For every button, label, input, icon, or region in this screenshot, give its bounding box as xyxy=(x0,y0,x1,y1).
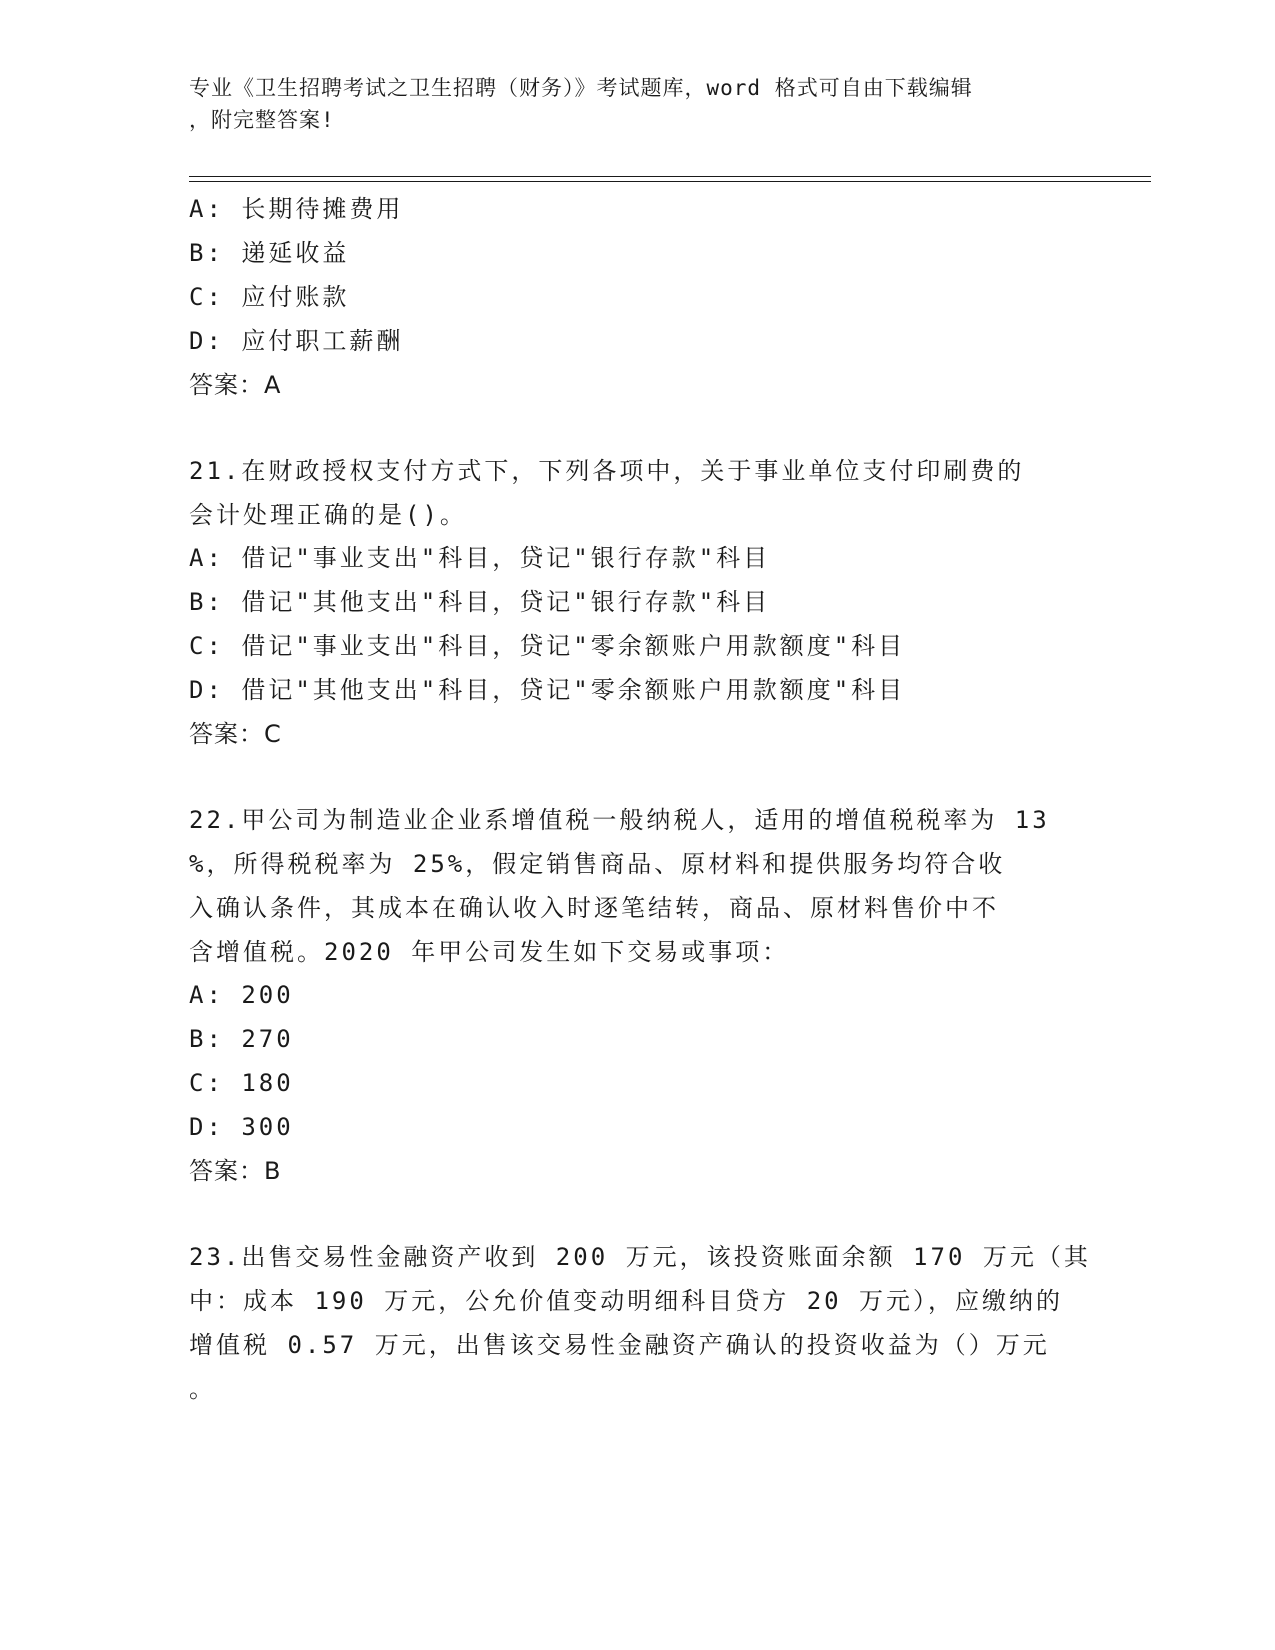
q22-stem-line-1: 22.甲公司为制造业企业系增值税一般纳税人，适用的增值税税率为 13 xyxy=(189,806,1050,834)
q21-option-d: D: 借记"其他支出"科目，贷记"零余额账户用款额度"科目 xyxy=(189,676,906,704)
q20-option-b: B: 递延收益 xyxy=(189,239,350,267)
q20-answer: 答案：A xyxy=(189,371,282,399)
q20-option-d: D: 应付职工薪酬 xyxy=(189,327,404,355)
header-divider-bottom xyxy=(189,181,1151,182)
q20-option-a: A: 长期待摊费用 xyxy=(189,195,404,223)
q22-stem-line-4: 含增值税。2020 年甲公司发生如下交易或事项： xyxy=(189,938,790,966)
q22-option-b: B: 270 xyxy=(189,1025,294,1053)
q21-stem-line-1: 21.在财政授权支付方式下，下列各项中，关于事业单位支付印刷费的 xyxy=(189,457,1025,485)
q23-stem-line-1: 23.出售交易性金融资产收到 200 万元，该投资账面余额 170 万元（其 xyxy=(189,1243,1091,1271)
q21-option-c: C: 借记"事业支出"科目，贷记"零余额账户用款额度"科目 xyxy=(189,632,906,660)
q22-option-c: C: 180 xyxy=(189,1069,294,1097)
q22-option-d: D: 300 xyxy=(189,1113,294,1141)
header-line-1: 专业《卫生招聘考试之卫生招聘（财务）》考试题库，word 格式可自由下载编辑 xyxy=(189,76,973,100)
q22-stem-line-3: 入确认条件，其成本在确认收入时逐笔结转，商品、原材料售价中不 xyxy=(189,894,999,922)
q23-stem-line-4: 。 xyxy=(189,1375,216,1403)
q21-option-b: B: 借记"其他支出"科目，贷记"银行存款"科目 xyxy=(189,588,771,616)
q22-answer: 答案：B xyxy=(189,1157,282,1185)
q23-stem-line-2: 中：成本 190 万元，公允价值变动明细科目贷方 20 万元），应缴纳的 xyxy=(189,1287,1064,1315)
q22-stem-line-2: %，所得税税率为 25%，假定销售商品、原材料和提供服务均符合收 xyxy=(189,850,1006,878)
document-header xyxy=(189,72,1069,136)
q21-stem-line-2: 会计处理正确的是()。 xyxy=(189,501,467,529)
header-line-2: ，附完整答案! xyxy=(189,108,335,132)
q21-option-a: A: 借记"事业支出"科目，贷记"银行存款"科目 xyxy=(189,544,771,572)
q20-option-c: C: 应付账款 xyxy=(189,283,350,311)
q21-answer: 答案：C xyxy=(189,720,282,748)
q22-option-a: A: 200 xyxy=(189,981,294,1009)
header-divider-top xyxy=(189,176,1151,177)
q23-stem-line-3: 增值税 0.57 万元，出售该交易性金融资产确认的投资收益为（）万元 xyxy=(189,1331,1050,1359)
